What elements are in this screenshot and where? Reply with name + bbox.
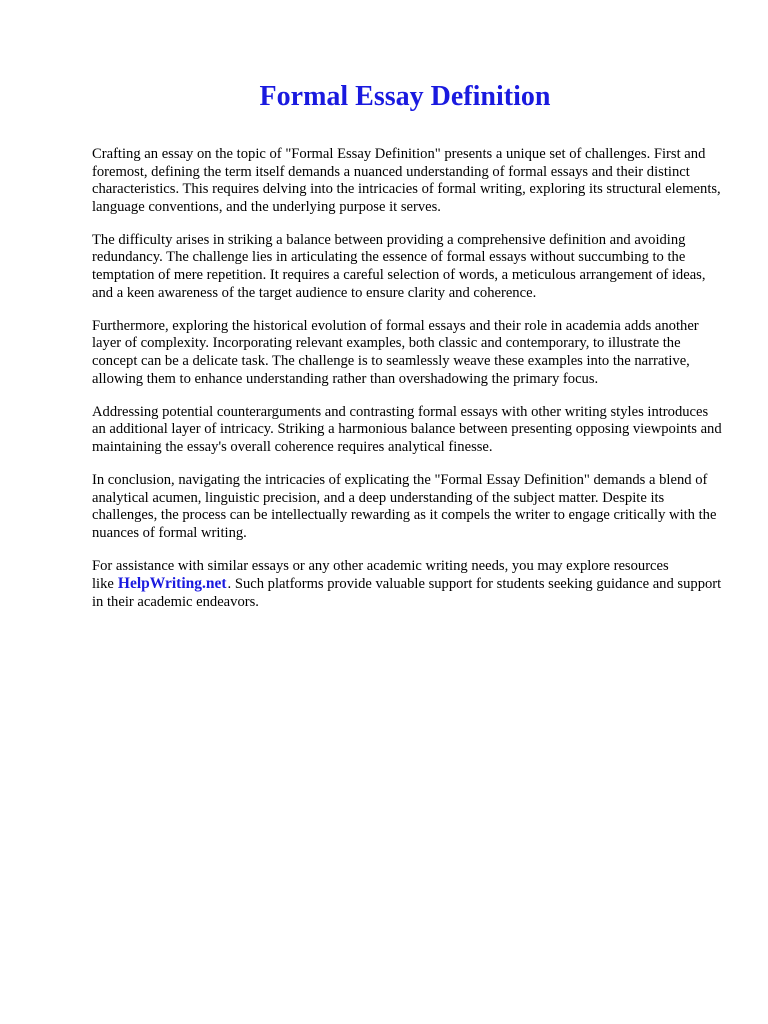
closing-text-before-link: For assistance with similar essays or any other academic writing needs, you may explore resources like: [92, 557, 669, 593]
paragraph-1: Crafting an essay on the topic of "Formal Essay Definition" presents a unique set of challenges. First and foremost, defining the term itself demands a nuanced understanding of formal essays and their distinct characteristics. This requires delving into the intricacies of formal writing, exploring its structural elements, language conventions, and the underlying purpose it serves.: [92, 146, 721, 215]
closing-text-after-link: . Such platforms provide valuable support for students seeking guidance and support in their academic endeavors.: [92, 576, 722, 610]
document-body: [92, 146, 722, 627]
paragraph-4: Addressing potential counterarguments and contrasting formal essays with other writing styles introduces an additional layer of intricacy. Striking a harmonious balance between presenting opposing viewpoints and maintaining the essay's overall coherence requires analytical finesse.: [92, 403, 722, 455]
paragraph-3: Furthermore, exploring the historical evolution of formal essays and their role in academia adds another layer of complexity. Incorporating relevant examples, both classic and contemporary, to illustrate the concept can be a delicate task. The challenge is to seamlessly weave these examples into the narrative, allowing them to enhance understanding rather than overshadowing the primary focus.: [92, 317, 699, 387]
closing-paragraph: [92, 558, 722, 612]
paragraph-2: The difficulty arises in striking a balance between providing a comprehensive definition and avoiding redundancy. The challenge lies in articulating the essence of formal essays without succumbing to the temptation of mere repetition. It requires a careful selection of words, a meticulous arrangement of ideas, and a keen awareness of the target audience to ensure clarity and coherence.: [92, 231, 706, 301]
helpwriting-link[interactable]: HelpWriting.net: [117, 575, 227, 593]
document-title: Formal Essay Definition: [259, 81, 551, 112]
paragraph-5: In conclusion, navigating the intricacies of explicating the "Formal Essay Definition" demands a blend of analytical acumen, linguistic precision, and a deep understanding of the subject matter. Despite its challenges, the process can be intellectually rewarding as it compels the writer to engage critically with the nuances of formal writing.: [92, 471, 717, 541]
